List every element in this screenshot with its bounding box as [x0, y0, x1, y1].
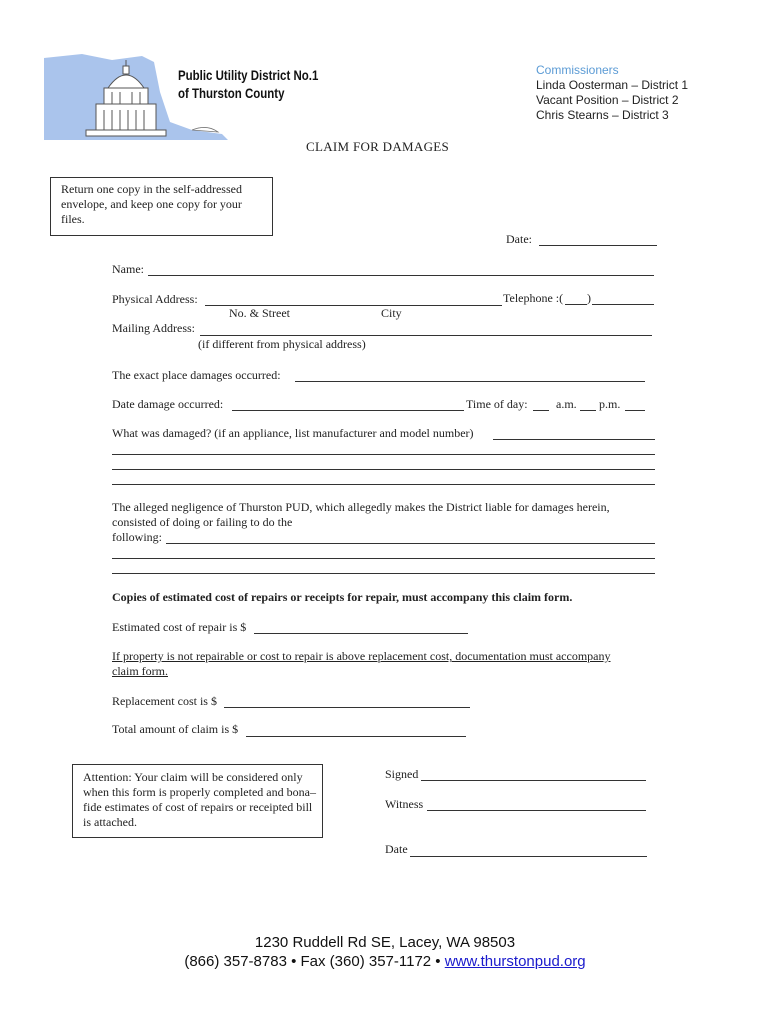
- not-repairable-note: [112, 649, 611, 679]
- form-title: CLAIM FOR DAMAGES: [306, 139, 450, 154]
- witness-label: Witness: [385, 797, 424, 811]
- negligence-field-3[interactable]: [112, 573, 655, 574]
- telephone-field[interactable]: [592, 304, 654, 305]
- date-field[interactable]: [539, 245, 657, 246]
- what-damaged-field-3[interactable]: [112, 469, 655, 470]
- commissioner-3: Chris Stearns – District 3: [536, 108, 669, 122]
- instruction-box: [50, 177, 273, 236]
- negligence-line-1: The alleged negligence of Thurston PUD, which allegedly makes the District liable for damages herein,: [112, 500, 610, 514]
- org-name: [178, 66, 342, 102]
- what-damaged-field-1[interactable]: [493, 439, 655, 440]
- time-label: Time of day:: [466, 397, 528, 411]
- negligence-field-2[interactable]: [112, 558, 655, 559]
- total-claim-field[interactable]: [246, 736, 466, 737]
- name-label: Name:: [112, 262, 144, 276]
- telephone-label: Telephone :(: [503, 291, 564, 305]
- signed-field[interactable]: [421, 780, 646, 781]
- negligence-line-2: consisted of doing or failing to do the: [112, 515, 293, 529]
- signed-label: Signed: [385, 767, 419, 781]
- name-field[interactable]: [148, 275, 654, 276]
- pm-label: p.m.: [599, 397, 621, 411]
- copies-note: Copies of estimated cost of repairs or receipts for repair, must accompany this claim form.: [112, 590, 573, 604]
- time-pm-field[interactable]: [580, 410, 596, 411]
- place-field[interactable]: [295, 381, 645, 382]
- estimated-label: Estimated cost of repair is $: [112, 620, 247, 634]
- negligence-line-3: following:: [112, 530, 162, 544]
- witness-field[interactable]: [427, 810, 646, 811]
- what-damaged-label: What was damaged? (if an appliance, list manufacturer and model number): [112, 426, 474, 440]
- physical-address-label: Physical Address:: [112, 292, 198, 306]
- mailing-address-label: Mailing Address:: [112, 321, 195, 335]
- instruction-text: Return one copy in the self-addressed envelope, and keep one copy for your files.: [61, 182, 242, 226]
- area-code-field[interactable]: [565, 304, 587, 305]
- telephone-close: ): [587, 291, 591, 305]
- mailing-hint: (if different from physical address): [198, 337, 366, 351]
- commissioners-heading: Commissioners: [536, 63, 619, 77]
- date-label: Date:: [506, 232, 532, 246]
- city-hint: City: [381, 306, 402, 320]
- org-line-1: Public Utility District No.1: [178, 67, 319, 83]
- total-label: Total amount of claim is $: [112, 722, 239, 736]
- place-label: The exact place damages occurred:: [112, 368, 281, 382]
- not-repairable-line-1: If property is not repairable or cost to repair is above replacement cost, documentation must accompany: [112, 649, 611, 663]
- footer-address: 1230 Ruddell Rd SE, Lacey, WA 98503: [254, 934, 516, 951]
- replacement-label: Replacement cost is $: [112, 694, 217, 708]
- am-label: a.m.: [556, 397, 577, 411]
- replacement-cost-field[interactable]: [224, 707, 470, 708]
- attention-box: [72, 764, 323, 838]
- estimated-cost-field[interactable]: [254, 633, 468, 634]
- negligence-block: [112, 500, 610, 545]
- org-line-2: of Thurston County: [178, 85, 285, 101]
- time-extra-field[interactable]: [625, 410, 645, 411]
- commissioner-1: Linda Oosterman – District 1: [536, 78, 689, 92]
- time-am-field[interactable]: [533, 410, 549, 411]
- attention-text: Attention: Your claim will be considered only when this form is properly completed and bona–fide estimates of cost of repairs or receipted bill is attached.: [83, 770, 316, 829]
- street-hint: No. & Street: [229, 306, 290, 320]
- date-damage-field[interactable]: [232, 410, 464, 411]
- date2-label: Date: [385, 842, 408, 856]
- date2-field[interactable]: [410, 856, 647, 857]
- not-repairable-line-2: claim form.: [112, 664, 168, 678]
- footer-contact: [0, 953, 770, 970]
- commissioner-2: Vacant Position – District 2: [536, 93, 679, 107]
- mailing-address-field[interactable]: [200, 335, 652, 336]
- negligence-field-1[interactable]: [166, 543, 655, 544]
- date-damage-label: Date damage occurred:: [112, 397, 224, 411]
- website-link[interactable]: www.thurstonpud.org: [444, 953, 586, 970]
- what-damaged-field-4[interactable]: [112, 484, 655, 485]
- commissioners-block: [536, 63, 756, 123]
- what-damaged-field-2[interactable]: [112, 454, 655, 455]
- footer-phone-fax: (866) 357-8783 • Fax (360) 357-1172 •: [184, 953, 441, 970]
